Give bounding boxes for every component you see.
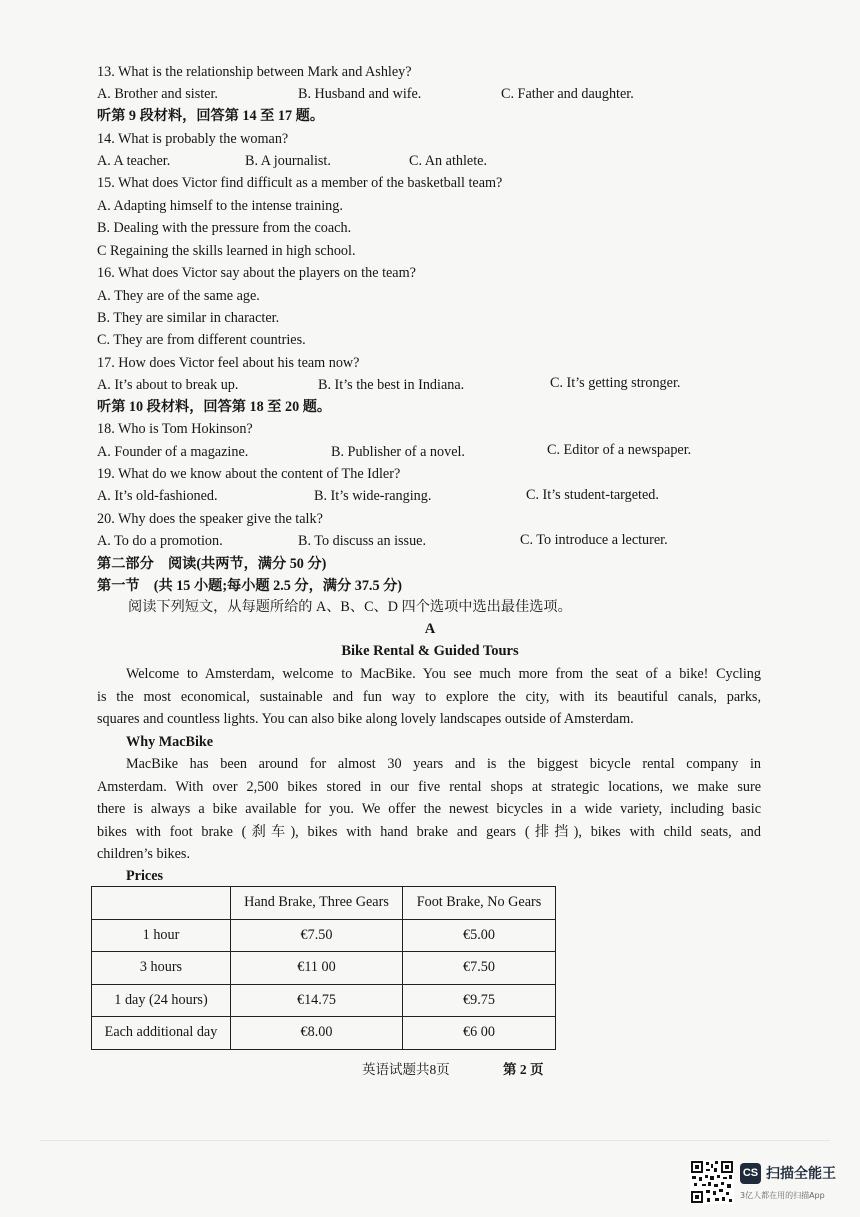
passage-title: Bike Rental & Guided Tours xyxy=(341,643,519,659)
question-16-option-c: C. They are from different countries. xyxy=(97,332,306,348)
footer-page-number: 第 2 页 xyxy=(503,1062,544,1077)
camscanner-logo: CS xyxy=(740,1163,761,1184)
question-17-option-c: C. It’s getting stronger. xyxy=(550,375,681,391)
table-row xyxy=(92,919,556,952)
question-19-option-c: C. It’s student-targeted. xyxy=(526,487,659,503)
paragraph-2-line-5: children’s bikes. xyxy=(97,846,190,862)
price-cell: €8.00 xyxy=(231,1017,403,1050)
question-19-option-a: A. It’s old-fashioned. xyxy=(97,488,218,504)
prices-heading: Prices xyxy=(126,868,164,884)
question-14-option-a: A. A teacher. xyxy=(97,153,171,169)
price-cell: €7.50 xyxy=(403,952,556,985)
camscanner-name: 扫描全能王 xyxy=(766,1166,836,1182)
question-20-stem: 20. Why does the speaker give the talk? xyxy=(97,511,323,527)
table-header-row xyxy=(92,887,556,920)
question-16-option-b: B. They are similar in character. xyxy=(97,310,280,326)
question-20-option-c: C. To introduce a lecturer. xyxy=(520,532,668,548)
price-cell: €11 00 xyxy=(231,952,403,985)
footer-page-count: 英语试题共8页 xyxy=(362,1062,450,1077)
reading-instruction: 阅读下列短文，从每题所给的 A、B、C、D 四个选项中选出最佳选项。 xyxy=(128,599,572,615)
table-row xyxy=(92,952,556,985)
section-10-instruction: 听第 10 段材料，回答第 18 至 20 题。 xyxy=(97,399,332,415)
table-row xyxy=(92,984,556,1017)
question-16-option-a: A. They are of the same age. xyxy=(97,288,260,304)
scan-edge-divider xyxy=(40,1140,830,1141)
question-14-option-b: B. A journalist. xyxy=(245,153,331,169)
table-header-cell: Hand Brake, Three Gears xyxy=(231,887,403,920)
price-cell: €14.75 xyxy=(231,984,403,1017)
section-1-heading: 第一节 (共 15 小题;每小题 2.5 分，满分 37.5 分) xyxy=(97,578,403,594)
paragraph-2-line-3: there is always a bike available for you. We offer the newest bicycles in a wide variety, including basic xyxy=(97,801,761,817)
question-17-option-a: A. It’s about to break up. xyxy=(97,377,239,393)
paragraph-2-line-1: MacBike has been around for almost 30 years and is the biggest bicycle rental company in xyxy=(126,756,761,772)
paragraph-1-line-2: is the most economical, sustainable and fun way to explore the city, with its beautiful canals, parks, xyxy=(97,689,761,705)
passage-letter: A xyxy=(424,621,436,637)
question-18-option-b: B. Publisher of a novel. xyxy=(331,444,465,460)
question-16-stem: 16. What does Victor say about the players on the team? xyxy=(97,265,416,281)
question-14-stem: 14. What is probably the woman? xyxy=(97,131,289,147)
prices-table xyxy=(91,886,556,1050)
question-13-option-b: B. Husband and wife. xyxy=(298,86,422,102)
duration-cell: Each additional day xyxy=(92,1017,231,1050)
question-15-option-b: B. Dealing with the pressure from the coach. xyxy=(97,220,352,236)
question-20-option-a: A. To do a promotion. xyxy=(97,533,223,549)
price-cell: €9.75 xyxy=(403,984,556,1017)
question-17-option-b: B. It’s the best in Indiana. xyxy=(318,377,465,393)
question-18-option-c: C. Editor of a newspaper. xyxy=(547,442,692,458)
part-2-heading: 第二部分 阅读(共两节，满分 50 分) xyxy=(97,556,327,572)
question-20-option-b: B. To discuss an issue. xyxy=(298,533,427,549)
section-9-instruction: 听第 9 段材料，回答第 14 至 17 题。 xyxy=(97,108,325,124)
price-cell: €7.50 xyxy=(231,919,403,952)
question-15-option-a: A. Adapting himself to the intense training. xyxy=(97,198,343,214)
duration-cell: 1 hour xyxy=(92,919,231,952)
question-13-option-c: C. Father and daughter. xyxy=(501,86,634,102)
paragraph-2-line-4: bikes with foot brake (刹车), bikes with hand brake and gears (排挡), bikes with child seats, and xyxy=(97,824,761,840)
question-18-option-a: A. Founder of a magazine. xyxy=(97,444,249,460)
camscanner-tagline: 3亿人都在用的扫描App xyxy=(740,1191,825,1200)
table-header-cell: Foot Brake, No Gears xyxy=(403,887,556,920)
question-19-option-b: B. It’s wide-ranging. xyxy=(314,488,432,504)
question-13-stem: 13. What is the relationship between Mark and Ashley? xyxy=(97,64,412,80)
table-row xyxy=(92,1017,556,1050)
question-19-stem: 19. What do we know about the content of The Idler? xyxy=(97,466,401,482)
why-macbike-heading: Why MacBike xyxy=(126,734,214,750)
price-cell: €6 00 xyxy=(403,1017,556,1050)
question-14-option-c: C. An athlete. xyxy=(409,153,488,169)
question-13-option-a: A. Brother and sister. xyxy=(97,86,218,102)
question-15-option-c: C Regaining the skills learned in high school. xyxy=(97,243,356,259)
table-header-cell xyxy=(92,887,231,920)
question-15-stem: 15. What does Victor find difficult as a member of the basketball team? xyxy=(97,175,503,191)
qr-code-icon xyxy=(690,1160,734,1204)
paragraph-1-line-3: squares and countless lights. You can also bike along lovely landscapes outside of Amsterdam. xyxy=(97,711,634,727)
question-18-stem: 18. Who is Tom Hokinson? xyxy=(97,421,253,437)
question-17-stem: 17. How does Victor feel about his team now? xyxy=(97,355,360,371)
paragraph-2-line-2: Amsterdam. With over 2,500 bikes stored in our five rental shops at strategic locations, we make sure xyxy=(97,779,761,795)
paragraph-1-line-1: Welcome to Amsterdam, welcome to MacBike. You see much more from the seat of a bike! Cycling xyxy=(126,666,761,682)
price-cell: €5.00 xyxy=(403,919,556,952)
duration-cell: 1 day (24 hours) xyxy=(92,984,231,1017)
duration-cell: 3 hours xyxy=(92,952,231,985)
